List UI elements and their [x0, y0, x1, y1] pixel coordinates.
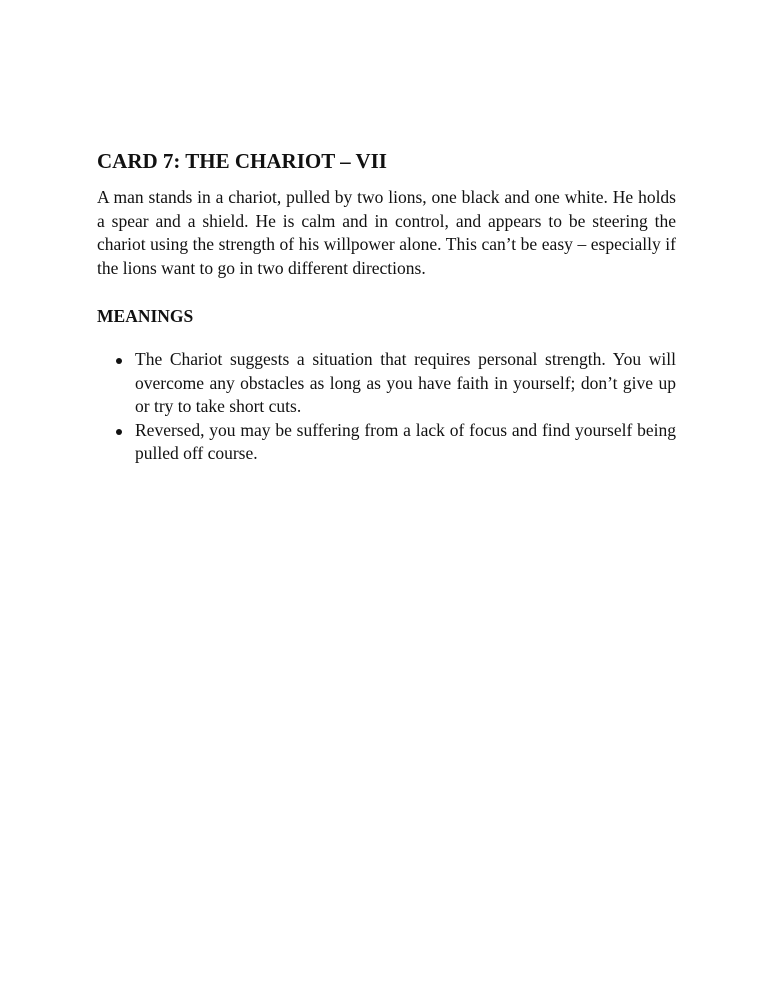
document-page	[97, 148, 676, 466]
meanings-list	[97, 348, 676, 466]
list-item	[97, 419, 676, 466]
meaning-text: Reversed, you may be suffering from a lack of focus and find yourself being pulled off course.	[135, 419, 676, 463]
meanings-heading: MEANINGS	[97, 306, 194, 326]
bullet-icon	[116, 358, 122, 364]
card-description: A man stands in a chariot, pulled by two lions, one black and one white. He holds a spear and a shield. He is calm and in control, and appears to be steering the chariot using the strength of his willpower alone. This can’t be easy – especially if the lions want to go in two different directions.	[97, 187, 676, 278]
list-item	[97, 348, 676, 419]
card-title: CARD 7: THE CHARIOT – VII	[97, 149, 387, 173]
bullet-icon	[116, 429, 122, 435]
meaning-text: The Chariot suggests a situation that requires personal strength. You will overcome any obstacles as long as you have faith in yourself; don’t give up or try to take short cuts.	[135, 349, 676, 416]
